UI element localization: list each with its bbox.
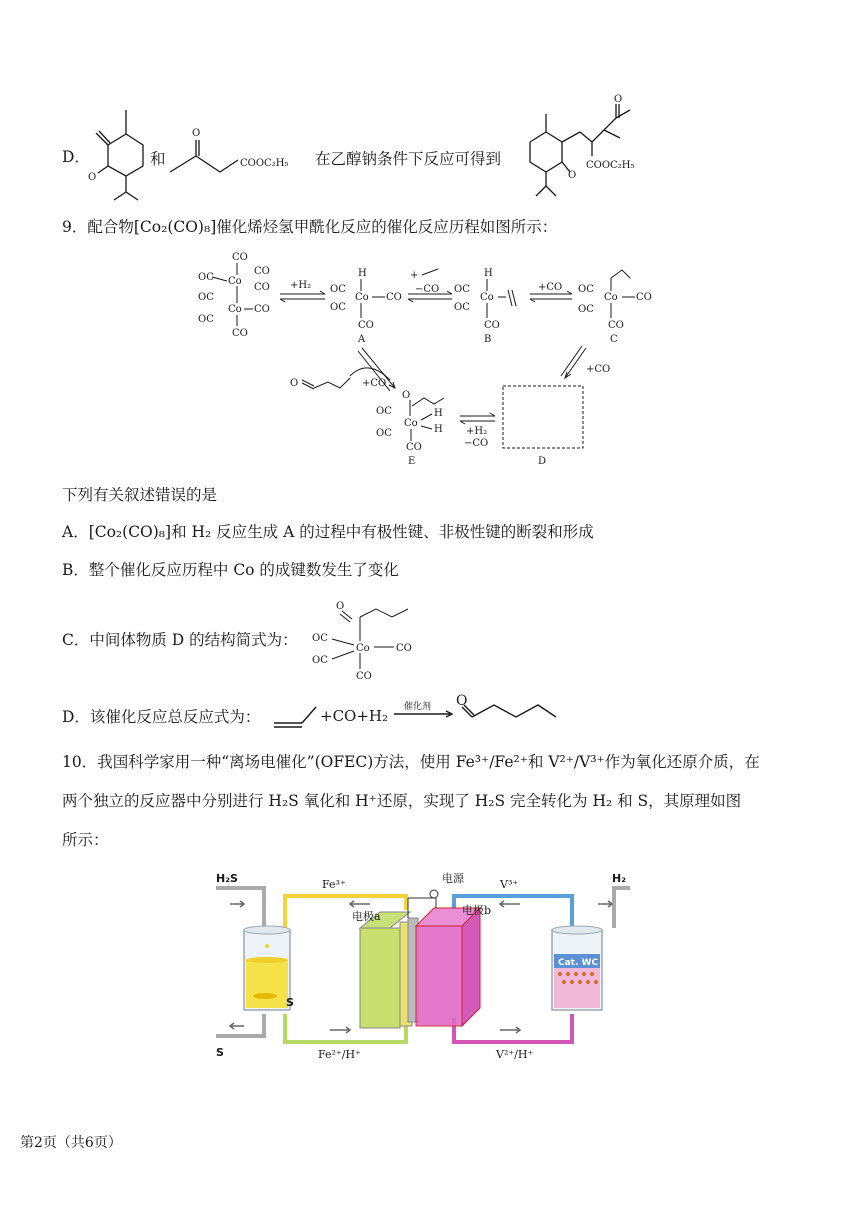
q9-catalytic-cycle-diagram xyxy=(190,248,670,473)
power-label: 电源 xyxy=(442,872,464,885)
q8-reactant-ester-structure xyxy=(168,120,288,180)
svg-text:Co: Co xyxy=(228,276,242,287)
q9-question: 下列有关叙述错误的是 xyxy=(62,486,218,504)
q9-option-d-equation xyxy=(272,695,562,731)
svg-text:CO: CO xyxy=(636,292,652,303)
svg-text:OC: OC xyxy=(578,284,594,295)
q9-option-c-structure xyxy=(312,595,432,685)
step-minus-co-label: −CO xyxy=(415,284,440,295)
svg-text:CO: CO xyxy=(406,442,422,453)
svg-text:OC: OC xyxy=(376,406,392,417)
svg-text:CO: CO xyxy=(254,304,270,315)
svg-text:CO: CO xyxy=(484,320,500,331)
q9-option-a: A．[Co₂(CO)₈]和 H₂ 反应生成 A 的过程中有极性键、非极性键的断裂和形成 xyxy=(62,523,594,541)
option-d-reagents: +CO+H₂ xyxy=(320,707,389,725)
step-plus-co-e-label: +CO xyxy=(362,378,387,389)
step-h2-d-label: +H₂ xyxy=(466,426,488,437)
q9-option-d-prefix: D．该催化反应总反应式为： xyxy=(62,708,261,726)
svg-text:H: H xyxy=(434,424,443,435)
q10-ofec-apparatus-figure xyxy=(210,868,640,1068)
q9-option-b: B．整个催化反应历程中 Co 的成键数发生了变化 xyxy=(62,561,399,579)
svg-text:OC: OC xyxy=(198,314,214,325)
electrode-b-label: 电极b xyxy=(462,904,492,917)
v2-label: V²⁺/H⁺ xyxy=(496,1048,534,1061)
svg-text:OC: OC xyxy=(312,655,328,666)
fe2-label: Fe²⁺/H⁺ xyxy=(318,1048,361,1061)
svg-text:O: O xyxy=(192,128,201,139)
svg-text:OC: OC xyxy=(454,284,470,295)
h2-label: H₂ xyxy=(612,872,627,885)
svg-text:OC: OC xyxy=(198,292,214,303)
s-out-label: S xyxy=(216,1046,224,1059)
intermediate-e-structure xyxy=(376,390,444,467)
label-d: D xyxy=(538,456,547,467)
svg-text:O: O xyxy=(456,693,468,709)
svg-text:OC: OC xyxy=(578,304,594,315)
svg-text:Co: Co xyxy=(356,643,370,654)
intermediate-a-structure xyxy=(330,268,402,345)
option-d-catalyst: 催化剂 xyxy=(404,702,432,712)
fe3-label: Fe³⁺ xyxy=(322,878,346,891)
svg-text:CO: CO xyxy=(608,320,624,331)
h2s-label: H₂S xyxy=(216,872,238,885)
svg-text:CO: CO xyxy=(356,671,372,682)
svg-text:CO: CO xyxy=(358,320,374,331)
h2s-oxidation-reactor xyxy=(244,926,294,1010)
q8-product-formula: COOC₂H₅ xyxy=(586,160,635,171)
svg-text:CO: CO xyxy=(396,643,412,654)
svg-text:CO: CO xyxy=(386,292,402,303)
v3-label: V³⁺ xyxy=(500,878,519,891)
step-h2-label: +H₂ xyxy=(290,280,312,291)
page-footer: 第2页（共6页） xyxy=(20,1135,122,1151)
intermediate-b-structure xyxy=(454,268,516,345)
q8-and-word: 和 xyxy=(150,150,166,168)
svg-text:Co: Co xyxy=(228,304,242,315)
svg-text:OC: OC xyxy=(330,302,346,313)
s-inside-label: S xyxy=(286,996,294,1009)
q8-option-d-label: D． xyxy=(62,148,90,166)
svg-text:O: O xyxy=(402,390,411,401)
co2co8-structure xyxy=(198,252,270,339)
svg-text:O: O xyxy=(290,378,299,389)
step-plus-co-c-label: +CO xyxy=(586,364,611,375)
q8-reagent-formula: COOC₂H₅ xyxy=(240,158,289,169)
label-a: A xyxy=(358,334,366,345)
svg-text:OC: OC xyxy=(454,302,470,313)
label-b: B xyxy=(484,334,492,345)
label-e: E xyxy=(408,456,416,467)
intermediate-c-structure xyxy=(578,270,652,345)
svg-text:H: H xyxy=(434,408,443,419)
svg-text:Co: Co xyxy=(355,292,369,303)
svg-text:O: O xyxy=(614,94,623,105)
step-plus-co-label: +CO xyxy=(538,282,563,293)
q10-line-3: 所示： xyxy=(62,831,109,849)
q10-line-1: 10．我国科学家用一种“离场电催化”(OFEC)方法，使用 Fe³⁺/Fe²⁺和 V²⁺/V³⁺作为氧化还原介质，在 xyxy=(62,753,760,771)
q8-product-structure xyxy=(520,94,650,205)
svg-text:CO: CO xyxy=(254,282,270,293)
svg-text:H: H xyxy=(484,268,493,279)
svg-text:OC: OC xyxy=(330,284,346,295)
svg-text:Co: Co xyxy=(604,292,618,303)
intermediate-d-box xyxy=(503,386,583,448)
label-c: C xyxy=(610,334,618,345)
svg-text:OC: OC xyxy=(376,428,392,439)
catalyst-label: Cat. WC xyxy=(558,958,599,968)
q8-reactant-ketone-structure xyxy=(88,100,158,205)
q10-line-2: 两个独立的反应器中分别进行 H₂S 氧化和 H⁺还原，实现了 H₂S 完全转化为 H₂ 和 S，其原理如图 xyxy=(62,792,742,810)
svg-text:H: H xyxy=(358,268,367,279)
step-alkene-label: + xyxy=(410,270,419,281)
svg-text:CO: CO xyxy=(254,266,270,277)
q9-stem: 9．配合物[Co₂(CO)₈]催化烯烃氢甲酰化反应的催化反应历程如图所示： xyxy=(62,218,558,236)
svg-text:OC: OC xyxy=(198,272,214,283)
q9-option-c: C．中间体物质 D 的结构简式为： xyxy=(62,631,298,649)
step-minus-co-d-label: −CO xyxy=(464,438,489,449)
svg-text:Co: Co xyxy=(404,418,418,429)
electrode-a-label: 电极a xyxy=(352,910,381,923)
svg-text:CO: CO xyxy=(232,328,248,339)
svg-text:OC: OC xyxy=(312,633,328,644)
svg-text:O: O xyxy=(88,172,97,183)
svg-text:O: O xyxy=(336,601,345,612)
h-reduction-reactor xyxy=(552,926,602,1010)
svg-text:O: O xyxy=(568,170,577,181)
svg-text:Co: Co xyxy=(480,292,494,303)
q8-condition-text: 在乙醇钠条件下反应可得到 xyxy=(315,150,502,168)
svg-text:CO: CO xyxy=(232,252,248,263)
